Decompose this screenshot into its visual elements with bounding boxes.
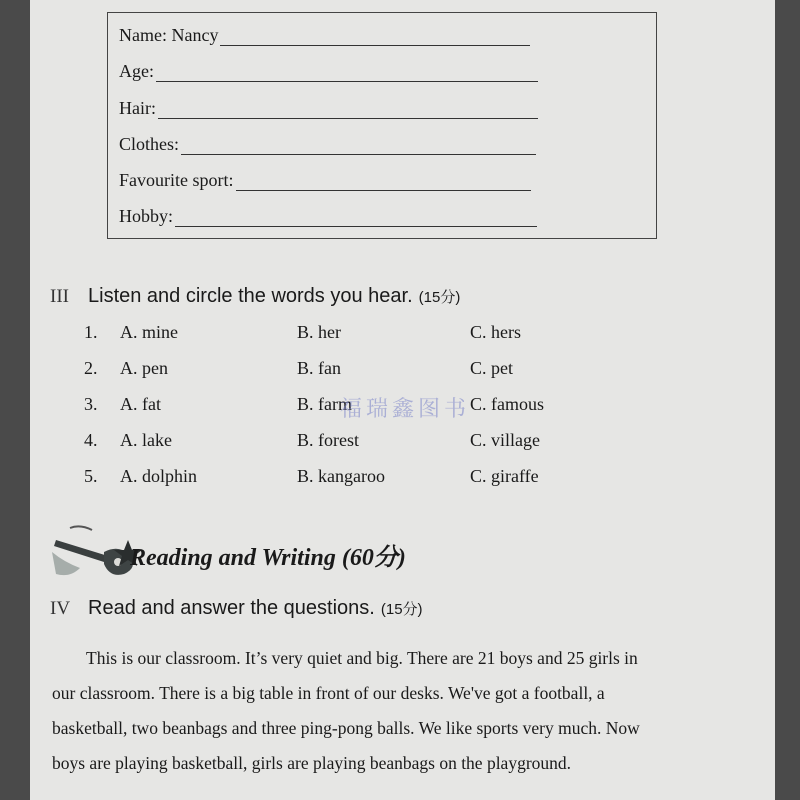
question-row <box>30 430 775 456</box>
option-b[interactable]: B. farm <box>297 394 352 414</box>
form-line-name <box>220 27 530 46</box>
option-c[interactable]: C. famous <box>470 394 544 414</box>
form-label-sport: Favourite sport: <box>119 170 234 190</box>
section-4-title: Read and answer the questions. <box>88 597 375 619</box>
section-3-score: (15分) <box>418 289 461 306</box>
question-row <box>30 358 775 384</box>
form-line-clothes <box>181 136 536 155</box>
option-b[interactable]: B. fan <box>297 358 341 378</box>
form-row-sport <box>119 170 531 191</box>
form-label-clothes: Clothes: <box>119 134 180 154</box>
form-line-age <box>156 63 538 82</box>
option-b[interactable]: B. kangaroo <box>297 466 385 486</box>
publisher-watermark: 福瑞鑫图书 <box>340 397 471 422</box>
reading-paragraph-line: our classroom. There is a big table in front of our desks. We've got a football, a <box>52 683 605 703</box>
section-3-title: Listen and circle the words you hear. <box>88 285 413 307</box>
question-number: 3. <box>84 394 98 414</box>
section-4-score: (15分) <box>380 601 423 618</box>
form-row-clothes <box>119 134 536 155</box>
option-a[interactable]: A. lake <box>120 430 172 450</box>
form-row-hair <box>119 98 538 119</box>
option-c[interactable]: C. hers <box>470 322 521 342</box>
form-row-hobby <box>119 206 537 227</box>
reading-writing-banner <box>50 522 470 582</box>
profile-form-box <box>107 12 657 239</box>
section-4-heading <box>50 597 423 620</box>
form-line-sport <box>236 172 531 191</box>
worksheet-page <box>30 0 775 800</box>
question-row <box>30 466 775 492</box>
form-row-name <box>119 25 530 46</box>
form-row-age <box>119 61 538 82</box>
section-banner-title: Reading and Writing (60分) <box>130 545 406 571</box>
option-a[interactable]: A. dolphin <box>120 466 198 486</box>
question-number: 4. <box>84 430 98 450</box>
question-number: 1. <box>84 322 98 342</box>
question-row <box>30 322 775 348</box>
option-b[interactable]: B. forest <box>297 430 359 450</box>
option-c[interactable]: C. pet <box>470 358 513 378</box>
reading-paragraph-line: basketball, two beanbags and three ping-pong balls. We like sports very much. Now <box>52 718 640 738</box>
form-label-age: Age: <box>119 61 154 81</box>
form-label-hobby: Hobby: <box>119 206 173 226</box>
reading-paragraph-line: boys are playing basketball, girls are playing beanbags on the playground. <box>52 753 572 773</box>
question-number: 5. <box>84 466 98 486</box>
option-b[interactable]: B. her <box>297 322 341 342</box>
section-3-numeral: III <box>50 286 69 307</box>
form-label-hair: Hair: <box>119 98 156 118</box>
section-4-numeral: IV <box>50 598 71 619</box>
option-a[interactable]: A. fat <box>120 394 161 414</box>
form-label-name: Name: Nancy <box>119 25 219 45</box>
option-c[interactable]: C. village <box>470 430 540 450</box>
reading-paragraph-line: This is our classroom. It’s very quiet and big. There are 21 boys and 25 girls in <box>86 648 638 668</box>
option-c[interactable]: C. giraffe <box>470 466 539 486</box>
form-line-hobby <box>175 208 537 227</box>
section-3-heading <box>50 285 460 308</box>
form-line-hair <box>158 100 538 119</box>
option-a[interactable]: A. pen <box>120 358 168 378</box>
option-a[interactable]: A. mine <box>120 322 178 342</box>
question-number: 2. <box>84 358 98 378</box>
